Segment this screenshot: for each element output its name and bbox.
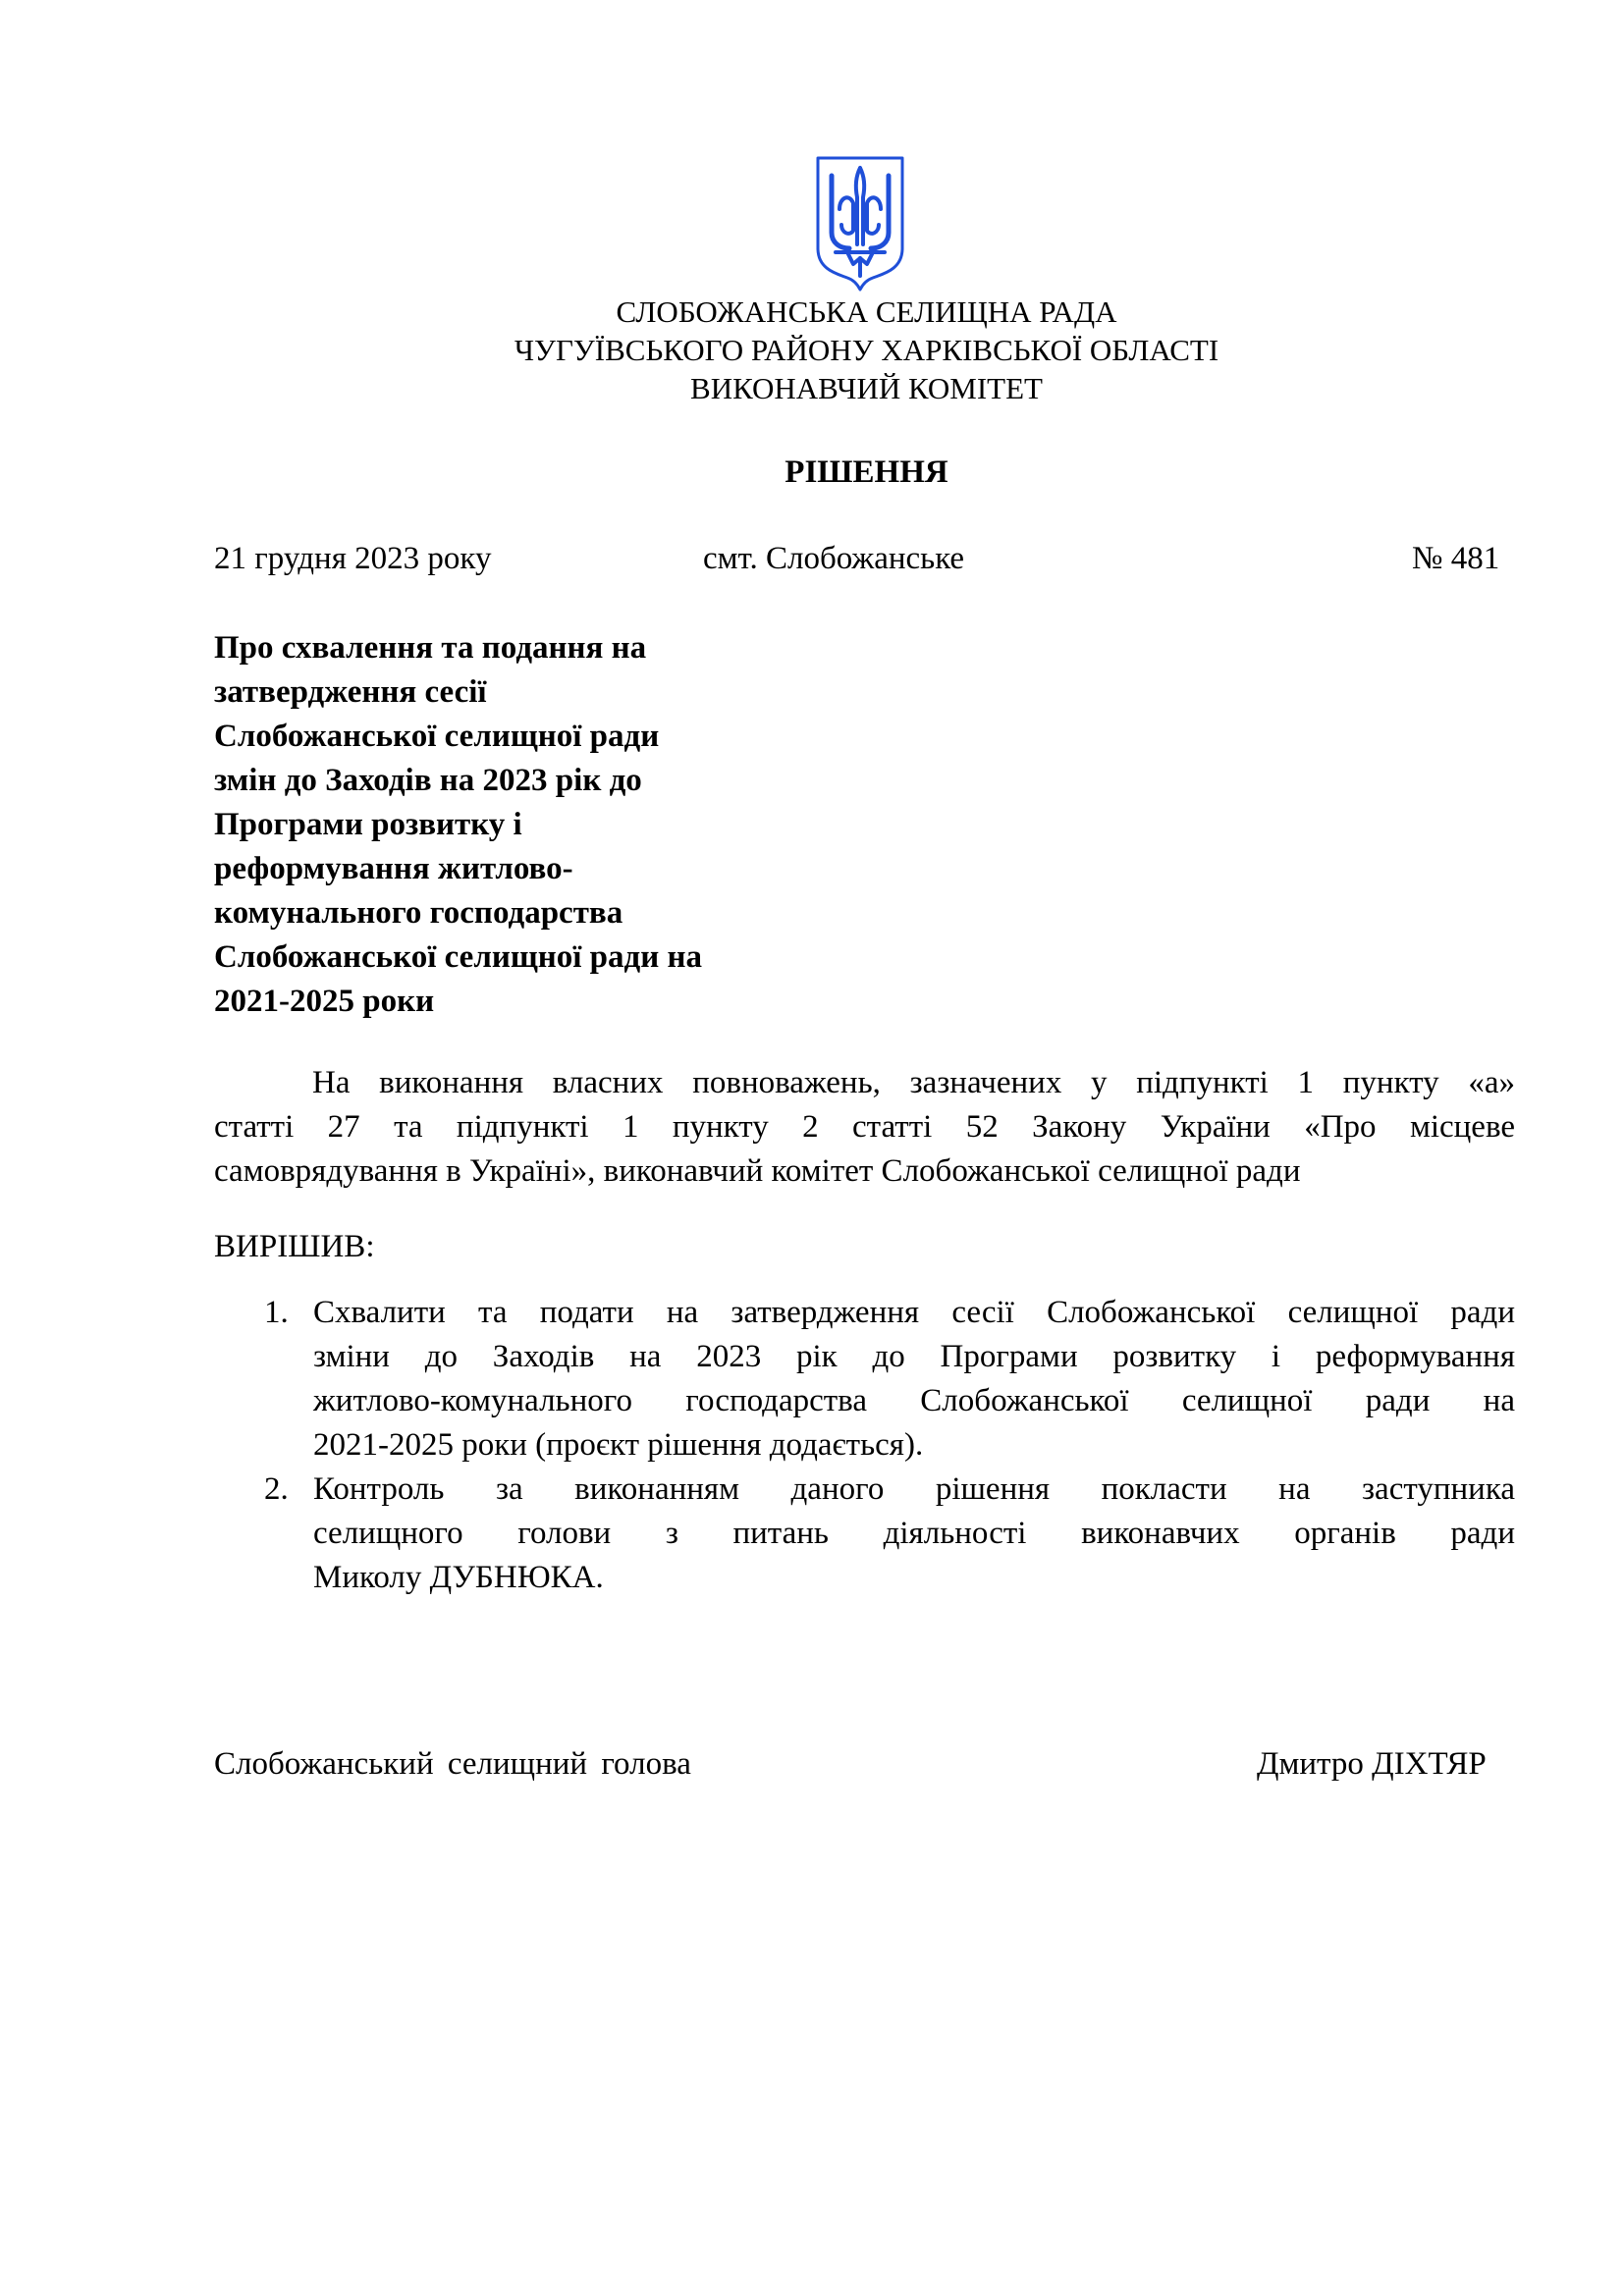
- subject-line: Слобожанської селищної ради: [214, 719, 660, 754]
- item-line: Схвалити та подати на затвердження сесії Слобожанської селищної ради: [313, 1295, 1515, 1330]
- item-line: 2021-2025 роки (проєкт рішення додається).: [313, 1427, 924, 1463]
- signatory-position: Слобожанський селищний голова: [214, 1746, 691, 1782]
- executive-committee: ВИКОНАВЧИЙ КОМІТЕТ: [690, 371, 1043, 405]
- resolution-list: [214, 1291, 1515, 1600]
- list-item: [214, 1468, 1515, 1600]
- item-line: зміни до Заходів на 2023 рік до Програми розвитку і реформування: [313, 1339, 1515, 1374]
- decision-subject: [214, 626, 842, 1024]
- subject-line: реформування житлово-: [214, 851, 573, 886]
- preamble-paragraph: [214, 1061, 1515, 1194]
- resolved-heading: ВИРІШИВ:: [214, 1229, 375, 1264]
- subject-line: Програми розвитку і: [214, 807, 522, 842]
- decision-number: № 481: [1412, 541, 1500, 576]
- council-name: СЛОБОЖАНСЬКА СЕЛИЩНА РАДА: [616, 294, 1117, 329]
- item-line: Миколу ДУБНЮКА.: [313, 1560, 604, 1595]
- item-line: житлово-комунального господарства Слобожанської селищної ради на: [313, 1383, 1515, 1418]
- decision-place: смт. Слобожанське: [703, 541, 965, 576]
- trident-emblem-icon: [814, 154, 906, 292]
- subject-line: комунального господарства: [214, 895, 623, 931]
- district-region: ЧУГУЇВСЬКОГО РАЙОНУ ХАРКІВСЬКОЇ ОБЛАСТІ: [514, 333, 1219, 367]
- item-line: Контроль за виконанням даного рішення покласти на заступника: [313, 1471, 1515, 1507]
- decision-date: 21 грудня 2023 року: [214, 541, 492, 576]
- document-title: РІШЕННЯ: [785, 454, 948, 490]
- preamble-line: самоврядування в Україні», виконавчий комітет Слобожанської селищної ради: [214, 1153, 1301, 1189]
- preamble-line: статті 27 та підпункті 1 пункту 2 статті 52 Закону України «Про місцеве: [214, 1109, 1515, 1145]
- subject-line: Слобожанської селищної ради на: [214, 939, 702, 975]
- subject-line: затвердження сесії: [214, 674, 487, 710]
- signatory-name: Дмитро ДІХТЯР: [1257, 1746, 1487, 1782]
- subject-line: змін до Заходів на 2023 рік до: [214, 763, 642, 798]
- item-number: 1.: [264, 1295, 289, 1330]
- subject-line: Про схвалення та подання на: [214, 630, 647, 666]
- item-number: 2.: [264, 1471, 289, 1507]
- item-line: селищного голови з питань діяльності виконавчих органів ради: [313, 1516, 1515, 1551]
- subject-line: 2021-2025 роки: [214, 984, 435, 1019]
- preamble-line: На виконання власних повноважень, зазначених у підпункті 1 пункту «а»: [312, 1065, 1515, 1100]
- list-item: [214, 1291, 1515, 1468]
